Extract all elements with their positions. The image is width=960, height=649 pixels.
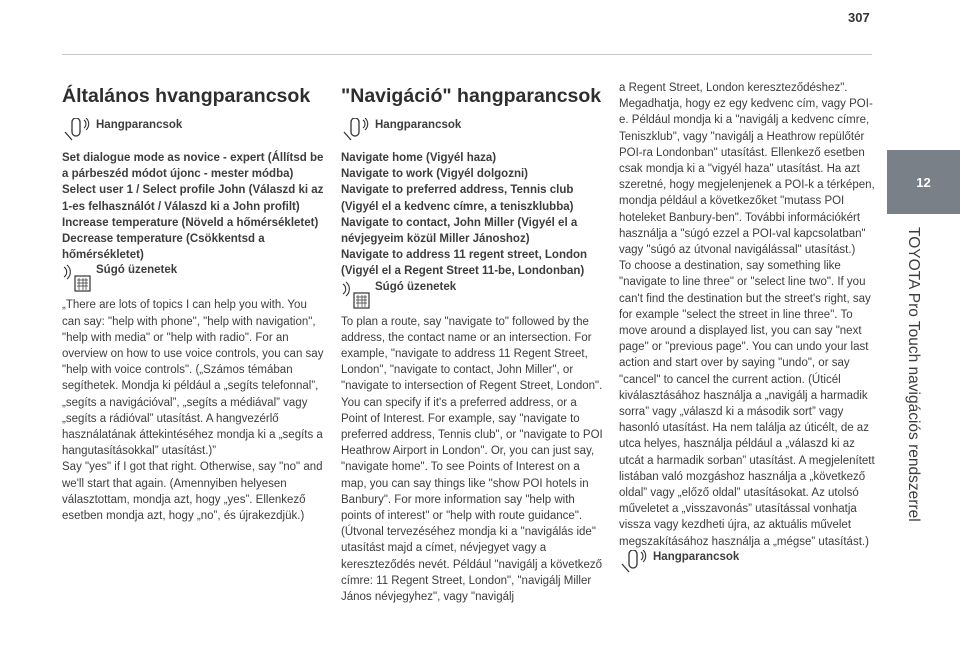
navigation-help-continued: a Regent Street, London kereszteződéshez". Megadhatja, hogy ez egy kedvenc cím, vagy POI-e. Például mondja ki a "navigálj a kedvenc címre, Teniszklub", vagy "navigálj a Heathrow repülőtér POI-ra Londonban" utasítást. Ellenkező esetben csak mondja ki a "vigyél haza" utasítást. Ha azt szeretné, hogy megjelenjenek a POI-k a térképen, mondja például a következőket "mutass POI hoteleket Banbury-ben". További információkért használja a "súgó ezzel a POI-val kapcsolatban" vagy "súgó az útvonal navigálással" utasítást.) To choose a destination, say something like "navigate to line three" or "select line two". If you can't find the destination but the street's right, say for example "select the street in line three". To move around a displayed list, you can say "next page" or "previous page". You can undo your last action and start over by saying "undo", or say "cancel" to cancel the current action. (Úticél kiválasztásához használja a „navigálj a harmadik sorra” vagy „válaszd ki a második sort” vagy hasonló utasítást. Ha nem találja az úticélt, de az utca helyes, használja például a „válaszd ki az utcát a harmadik sorban” utasítást. A megjelenített listában való mozgáshoz használja a „következő oldal” vagy „előző oldal” utasításokat. Az utolsó műveletet a „visszavonás” utasítással vonhatja vissza vagy kezdheti újra, az aktuális művelet megszakításához használja a „mégse” utasítást.) — [619, 82, 875, 548]
voice-commands-label: Hangparancsok — [96, 119, 183, 131]
help-messages-row — [341, 280, 603, 310]
voice-command-icon — [619, 550, 649, 574]
help-messages-label: Súgó üzenetek — [375, 280, 457, 293]
header-divider — [62, 54, 872, 55]
navigation-help-text: To plan a route, say "navigate to" followed by the address, the contact name or an intersection. For example, "navigate to address 11 Regent Street, London", "navigate to contact, John Miller", or "navigate to intersection of Regent Street, London". You can specify if it's a preferred address, or a Point of Interest. For example, say "navigate to preferred address, Tennis club", or "navigate to POI Heathrow Airport in London". Or, you can just say, "navigate home". To see Points of Interest on a map, you can say things like "show POI hotels in Banbury". For more information say "help with points of interest" or "help with route guidance". (Útvonal tervezéséhez mondja ki a "navigálás ide" utasítást majd a címet, névjegyet vagy a kereszteződés nevét. Például "navigálj a következő címre: 11 Regent Street, London", "navigálj Miller János névjegyhez", vagy "navigálj — [341, 315, 603, 604]
help-messages-label: Súgó üzenetek — [96, 264, 178, 277]
voice-commands-label: Hangparancsok — [375, 119, 462, 131]
navigation-commands-heading: "Navigáció" hangparancsok — [341, 85, 602, 107]
chapter-number: 12 — [916, 174, 931, 190]
help-message-icon — [341, 280, 371, 310]
voice-commands-row — [62, 118, 324, 142]
voice-commands-row — [341, 118, 603, 142]
right-column — [619, 80, 881, 574]
voice-commands-row — [619, 550, 881, 574]
general-commands-heading: Általános hvangparancsok — [62, 85, 311, 107]
voice-command-icon — [62, 118, 92, 142]
side-title: TOYOTA Pro Touch navigációs rendszerrel — [905, 227, 922, 522]
voice-commands-label: Hangparancsok — [653, 550, 740, 563]
page-number: 307 — [848, 10, 870, 25]
general-help-text: „There are lots of topics I can help you with. You can say: "help with phone", "help with navigation", "help with media" or "help with radio". For an overview on how to use voice controls, you can say "help with voice controls". („Számos témában segíthetek. Mondja ki például a „segíts telefonnal”, „segíts a navigációval”, „segíts a médiával” vagy „segíts a rádióval” utasítást. A hangvezérlő használatának áttekintéséhez mondja ki a „segíts a hangutasításokkal” utasítást.)” Say "yes" if I got that right. Otherwise, say "no" and we'll start that again. (Amennyiben helyesen választottam, mondja azt, hogy „yes”. Ellenkező esetben mondja azt, hogy „no”, és újrakezdjük.) — [62, 299, 324, 523]
chapter-tab — [887, 150, 960, 214]
help-message-icon — [62, 263, 92, 293]
general-commands-list: Set dialogue mode as novice - expert (Állítsd be a párbeszéd módot újonc - mester módba) Select user 1 / Select profile John (Válaszd ki az 1-es felhasználót / Válaszd ki a John profilt) Increase temperature (Növeld a hőmérsékletet) Decrease temperature (Csökkentsd a hőmérsékletet) — [62, 152, 324, 262]
voice-command-icon — [341, 118, 371, 142]
left-column — [62, 84, 324, 524]
help-messages-row — [62, 263, 324, 293]
navigation-commands-list: Navigate home (Vigyél haza) Navigate to work (Vigyél dolgozni) Navigate to preferred address, Tennis club (Vigyél el a kedvenc címre, a teniszklubba) Navigate to contact, John Miller (Vigyél el a névjegyeim közül Miller Jánoshoz) Navigate to address 11 regent street, London (Vigyél el a Regent Street 11-be, Londonban) — [341, 152, 588, 278]
middle-column — [341, 84, 603, 605]
